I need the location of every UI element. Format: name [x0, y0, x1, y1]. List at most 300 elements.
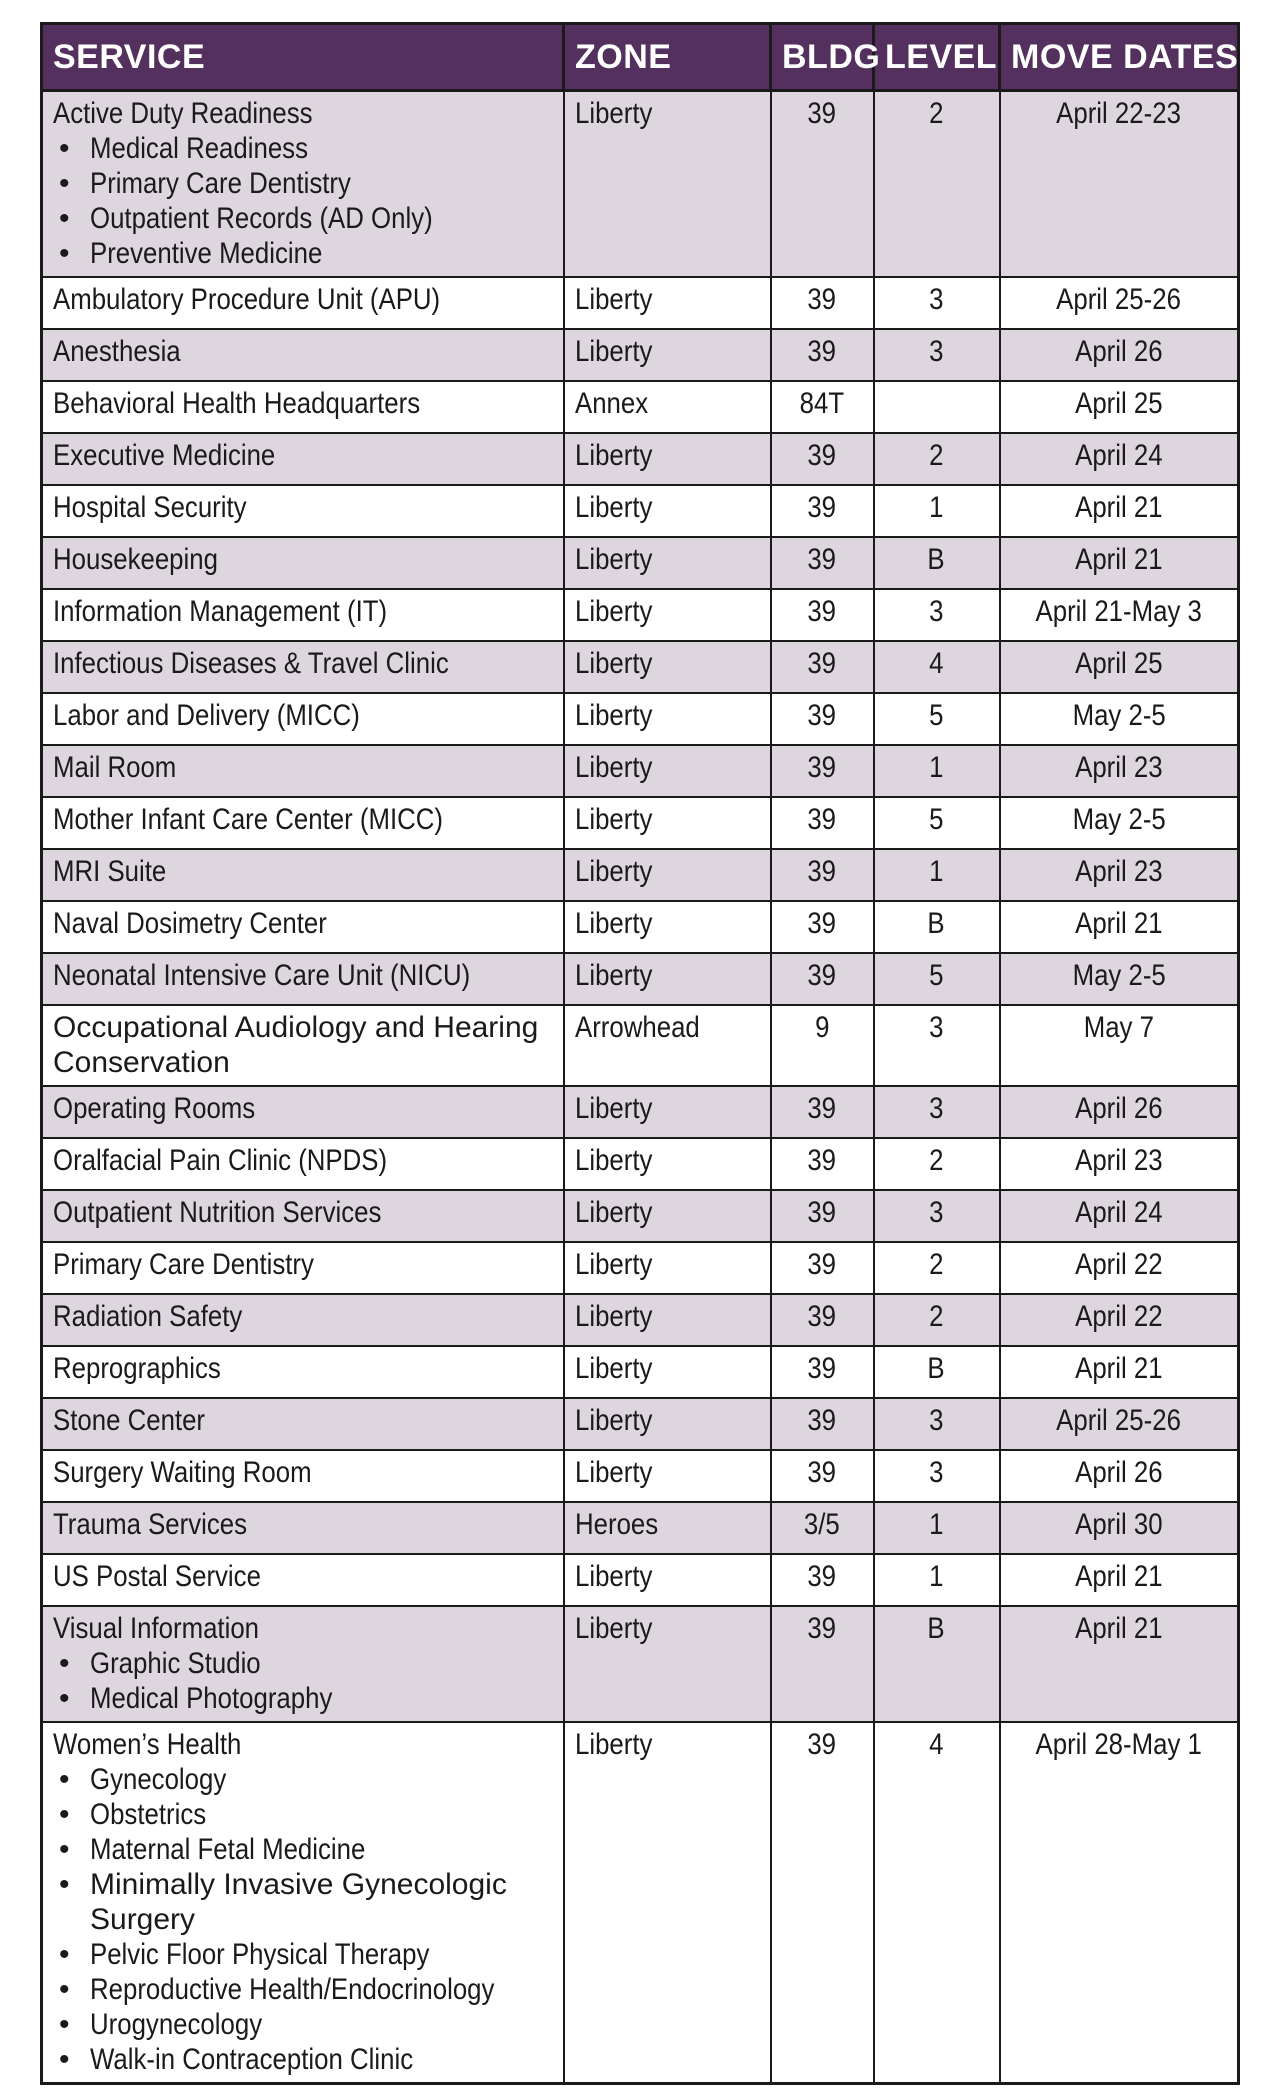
service-name-text: Radiation Safety	[53, 1300, 243, 1333]
move-dates-cell-text: May 7	[1083, 1011, 1154, 1044]
level-cell	[874, 1005, 1000, 1086]
move-dates-cell-text: April 23	[1075, 855, 1163, 888]
service-cell	[42, 91, 564, 278]
service-name-text: Trauma Services	[53, 1508, 248, 1541]
service-name	[53, 1559, 553, 1594]
table-row	[42, 589, 1239, 641]
table-row	[42, 849, 1239, 901]
sub-service-text: Gynecology	[90, 1763, 227, 1796]
service-cell	[42, 1242, 564, 1294]
move-dates-cell	[1000, 1005, 1239, 1086]
zone-cell-text: Liberty	[574, 1248, 652, 1281]
zone-cell-text: Liberty	[574, 283, 652, 316]
level-cell	[874, 693, 1000, 745]
bldg-cell-text: 84T	[799, 387, 845, 420]
bldg-cell	[771, 1294, 874, 1346]
service-cell	[42, 1606, 564, 1722]
table-header	[42, 24, 1239, 91]
move-dates-cell-text: May 2-5	[1072, 959, 1166, 992]
sub-service-item	[53, 1867, 553, 1937]
move-dates-cell	[1000, 1294, 1239, 1346]
level-cell-text: 3	[929, 1456, 944, 1489]
table-row	[42, 1450, 1239, 1502]
table-row	[42, 1005, 1239, 1086]
bldg-cell-text: 39	[807, 1560, 837, 1593]
level-cell	[874, 1242, 1000, 1294]
bldg-cell-text: 39	[807, 647, 837, 680]
table-row	[42, 91, 1239, 278]
header-service: SERVICE	[42, 24, 564, 91]
level-cell	[874, 381, 1000, 433]
service-name	[53, 334, 553, 369]
service-name	[53, 1299, 553, 1334]
zone-cell	[564, 693, 771, 745]
service-cell	[42, 277, 564, 329]
bldg-cell-text: 39	[807, 699, 837, 732]
level-cell-text: 4	[929, 647, 944, 680]
bldg-cell-text: 39	[807, 595, 837, 628]
sub-service-item	[53, 1646, 553, 1681]
level-cell	[874, 641, 1000, 693]
zone-cell	[564, 1450, 771, 1502]
bldg-cell	[771, 329, 874, 381]
bldg-cell	[771, 1502, 874, 1554]
service-name-text: Visual Information	[53, 1612, 260, 1645]
move-dates-cell-text: April 21	[1075, 907, 1163, 940]
bldg-cell-text: 3/5	[804, 1508, 840, 1541]
sub-service-item	[53, 1762, 553, 1797]
zone-cell-text: Liberty	[574, 803, 652, 836]
level-cell-text: 4	[929, 1728, 944, 1761]
move-dates-cell	[1000, 329, 1239, 381]
sub-service-item	[53, 131, 553, 166]
service-cell	[42, 1502, 564, 1554]
level-cell	[874, 1294, 1000, 1346]
move-dates-cell-text: May 2-5	[1072, 803, 1166, 836]
bldg-cell	[771, 433, 874, 485]
zone-cell-text: Liberty	[574, 1092, 652, 1125]
zone-cell	[564, 381, 771, 433]
move-schedule-table	[40, 22, 1240, 2085]
move-dates-cell	[1000, 381, 1239, 433]
sub-service-list	[53, 131, 553, 271]
zone-cell-text: Liberty	[574, 543, 652, 576]
service-name	[53, 1247, 553, 1282]
table-row	[42, 745, 1239, 797]
sub-service-item	[53, 2007, 553, 2042]
sub-service-text: Pelvic Floor Physical Therapy	[90, 1938, 430, 1971]
level-cell	[874, 91, 1000, 278]
move-dates-cell-text: April 21-May 3	[1035, 595, 1202, 628]
sub-service-list	[53, 1646, 553, 1716]
bldg-cell-text: 39	[807, 751, 837, 784]
sub-service-list	[53, 1762, 553, 2077]
sub-service-text: Walk-in Contraception Clinic	[90, 2043, 414, 2076]
zone-cell-text: Liberty	[574, 959, 652, 992]
level-cell-text: 5	[929, 699, 944, 732]
sub-service-text: Medical Readiness	[90, 132, 308, 165]
move-dates-cell-text: April 25	[1075, 387, 1163, 420]
zone-cell	[564, 901, 771, 953]
service-name	[53, 96, 553, 131]
table-body	[42, 91, 1239, 2084]
table-row	[42, 1086, 1239, 1138]
table-row	[42, 329, 1239, 381]
level-cell	[874, 901, 1000, 953]
level-cell	[874, 1606, 1000, 1722]
zone-cell	[564, 1346, 771, 1398]
bldg-cell	[771, 1242, 874, 1294]
zone-cell	[564, 1502, 771, 1554]
move-dates-cell-text: April 25-26	[1056, 283, 1182, 316]
bldg-cell	[771, 1138, 874, 1190]
sub-service-text: Reproductive Health/Endocrinology	[90, 1973, 495, 2006]
move-dates-cell-text: April 22	[1075, 1300, 1163, 1333]
sub-service-text: Graphic Studio	[90, 1647, 261, 1680]
sub-service-item	[53, 1832, 553, 1867]
zone-cell-text: Heroes	[574, 1508, 658, 1541]
service-name-text: Housekeeping	[53, 543, 218, 576]
move-schedule-table-container	[40, 22, 1237, 2085]
level-cell	[874, 1138, 1000, 1190]
service-name-text: US Postal Service	[53, 1560, 261, 1593]
move-dates-cell	[1000, 1242, 1239, 1294]
service-name	[53, 1727, 553, 1762]
sub-service-text: Outpatient Records (AD Only)	[90, 202, 433, 235]
move-dates-cell	[1000, 849, 1239, 901]
level-cell	[874, 953, 1000, 1005]
service-cell	[42, 1346, 564, 1398]
zone-cell	[564, 849, 771, 901]
service-name	[53, 1010, 553, 1080]
zone-cell	[564, 1190, 771, 1242]
move-dates-cell	[1000, 901, 1239, 953]
move-dates-cell-text: April 25-26	[1056, 1404, 1182, 1437]
header-zone: ZONE	[564, 24, 771, 91]
service-name-text: Anesthesia	[53, 335, 181, 368]
zone-cell	[564, 1005, 771, 1086]
bldg-cell-text: 39	[807, 1728, 837, 1761]
sub-service-item	[53, 1937, 553, 1972]
service-name-text: Hospital Security	[53, 491, 247, 524]
service-name	[53, 438, 553, 473]
zone-cell	[564, 1242, 771, 1294]
service-name	[53, 958, 553, 993]
bldg-cell-text: 39	[807, 1248, 837, 1281]
table-row	[42, 381, 1239, 433]
bldg-cell	[771, 1450, 874, 1502]
service-name	[53, 1351, 553, 1386]
bldg-cell-text: 39	[807, 439, 837, 472]
service-name	[53, 1143, 553, 1178]
zone-cell	[564, 1086, 771, 1138]
level-cell	[874, 1722, 1000, 2084]
move-dates-cell	[1000, 1606, 1239, 1722]
level-cell	[874, 589, 1000, 641]
service-cell	[42, 953, 564, 1005]
service-name-text: Executive Medicine	[53, 439, 276, 472]
bldg-cell-text: 39	[807, 1092, 837, 1125]
bldg-cell-text: 39	[807, 1300, 837, 1333]
zone-cell-text: Arrowhead	[574, 1011, 700, 1044]
service-name-text: Ambulatory Procedure Unit (APU)	[53, 283, 441, 316]
service-name	[53, 542, 553, 577]
zone-cell	[564, 1722, 771, 2084]
move-dates-cell	[1000, 745, 1239, 797]
move-dates-cell	[1000, 485, 1239, 537]
level-cell-text: 2	[929, 1248, 944, 1281]
service-cell	[42, 1005, 564, 1086]
service-name-text: Women’s Health	[53, 1728, 242, 1761]
zone-cell-text: Liberty	[574, 1196, 652, 1229]
zone-cell-text: Liberty	[574, 1404, 652, 1437]
move-dates-cell-text: May 2-5	[1072, 699, 1166, 732]
move-dates-cell	[1000, 433, 1239, 485]
service-cell	[42, 589, 564, 641]
level-cell-text: 2	[929, 97, 944, 130]
sub-service-item	[53, 1681, 553, 1716]
level-cell-text: 1	[929, 491, 944, 524]
zone-cell	[564, 329, 771, 381]
level-cell-text: 3	[929, 335, 944, 368]
move-dates-cell-text: April 23	[1075, 1144, 1163, 1177]
move-dates-cell-text: April 21	[1075, 1612, 1163, 1645]
service-name-text: MRI Suite	[53, 855, 167, 888]
bldg-cell-text: 39	[807, 97, 837, 130]
service-name-text: Mail Room	[53, 751, 177, 784]
sub-service-item	[53, 1972, 553, 2007]
bldg-cell-text: 39	[807, 491, 837, 524]
table-row	[42, 1294, 1239, 1346]
bldg-cell	[771, 1554, 874, 1606]
service-cell	[42, 329, 564, 381]
sub-service-text: Primary Care Dentistry	[90, 167, 351, 200]
header-row	[42, 24, 1239, 91]
level-cell-text: 3	[929, 283, 944, 316]
bldg-cell-text: 39	[807, 543, 837, 576]
table-row	[42, 485, 1239, 537]
table-row	[42, 537, 1239, 589]
level-cell	[874, 329, 1000, 381]
move-dates-cell	[1000, 91, 1239, 278]
table-row	[42, 1722, 1239, 2084]
zone-cell-text: Liberty	[574, 647, 652, 680]
level-cell	[874, 1346, 1000, 1398]
bldg-cell	[771, 1086, 874, 1138]
move-dates-cell-text: April 24	[1075, 1196, 1163, 1229]
move-dates-cell-text: April 21	[1075, 543, 1163, 576]
service-cell	[42, 537, 564, 589]
bldg-cell-text: 39	[807, 1196, 837, 1229]
service-name-text: Surgery Waiting Room	[53, 1456, 312, 1489]
service-cell	[42, 1398, 564, 1450]
service-cell	[42, 641, 564, 693]
table-row	[42, 641, 1239, 693]
sub-service-text: Preventive Medicine	[90, 237, 323, 270]
bldg-cell-text: 39	[807, 959, 837, 992]
zone-cell-text: Annex	[574, 387, 648, 420]
zone-cell-text: Liberty	[574, 907, 652, 940]
zone-cell	[564, 277, 771, 329]
sub-service-item	[53, 201, 553, 236]
bldg-cell	[771, 1346, 874, 1398]
service-name-text: Stone Center	[53, 1404, 206, 1437]
service-name-text: Labor and Delivery (MICC)	[53, 699, 360, 732]
level-cell	[874, 1502, 1000, 1554]
level-cell	[874, 537, 1000, 589]
zone-cell-text: Liberty	[574, 335, 652, 368]
service-cell	[42, 433, 564, 485]
service-cell	[42, 693, 564, 745]
level-cell	[874, 745, 1000, 797]
service-cell	[42, 1138, 564, 1190]
move-dates-cell	[1000, 1398, 1239, 1450]
service-cell	[42, 1294, 564, 1346]
service-name-text: Primary Care Dentistry	[53, 1248, 314, 1281]
bldg-cell-text: 39	[807, 1352, 837, 1385]
bldg-cell	[771, 1005, 874, 1086]
service-name-text: Naval Dosimetry Center	[53, 907, 327, 940]
move-dates-cell	[1000, 589, 1239, 641]
level-cell-text: B	[927, 1352, 946, 1385]
service-name-text: Infectious Diseases & Travel Clinic	[53, 647, 449, 680]
bldg-cell	[771, 381, 874, 433]
bldg-cell	[771, 91, 874, 278]
bldg-cell	[771, 589, 874, 641]
bldg-cell	[771, 641, 874, 693]
sub-service-item	[53, 166, 553, 201]
table-row	[42, 1242, 1239, 1294]
sub-service-text: Urogynecology	[90, 2008, 263, 2041]
level-cell	[874, 1086, 1000, 1138]
service-name-text: Neonatal Intensive Care Unit (NICU)	[53, 959, 471, 992]
zone-cell-text: Liberty	[574, 1728, 652, 1761]
move-dates-cell	[1000, 1346, 1239, 1398]
level-cell-text: 5	[929, 803, 944, 836]
table-row	[42, 901, 1239, 953]
service-name	[53, 1403, 553, 1438]
level-cell	[874, 1190, 1000, 1242]
level-cell-text: B	[927, 543, 946, 576]
move-dates-cell-text: April 22	[1075, 1248, 1163, 1281]
move-dates-cell	[1000, 1086, 1239, 1138]
move-dates-cell-text: April 28-May 1	[1035, 1728, 1202, 1761]
service-name	[53, 490, 553, 525]
zone-cell-text: Liberty	[574, 1144, 652, 1177]
move-dates-cell-text: April 30	[1075, 1508, 1163, 1541]
service-name	[53, 802, 553, 837]
service-cell	[42, 1554, 564, 1606]
zone-cell-text: Liberty	[574, 1612, 652, 1645]
service-name	[53, 1507, 553, 1542]
sub-service-item	[53, 1797, 553, 1832]
table-row	[42, 693, 1239, 745]
move-dates-cell	[1000, 1502, 1239, 1554]
move-dates-cell	[1000, 953, 1239, 1005]
service-name	[53, 1195, 553, 1230]
zone-cell	[564, 537, 771, 589]
zone-cell-text: Liberty	[574, 1456, 652, 1489]
zone-cell-text: Liberty	[574, 1300, 652, 1333]
service-name-text: Oralfacial Pain Clinic (NPDS)	[53, 1144, 388, 1177]
service-name	[53, 750, 553, 785]
level-cell	[874, 277, 1000, 329]
bldg-cell-text: 39	[807, 283, 837, 316]
service-cell	[42, 1722, 564, 2084]
header-move-dates: MOVE DATES	[1000, 24, 1239, 91]
zone-cell-text: Liberty	[574, 751, 652, 784]
move-dates-cell-text: April 26	[1075, 1456, 1163, 1489]
service-name-text: Information Management (IT)	[53, 595, 388, 628]
level-cell-text: 1	[929, 1560, 944, 1593]
service-cell	[42, 901, 564, 953]
service-name	[53, 854, 553, 889]
table-row	[42, 1346, 1239, 1398]
level-cell-text: 3	[929, 1011, 944, 1044]
bldg-cell	[771, 745, 874, 797]
zone-cell	[564, 953, 771, 1005]
zone-cell-text: Liberty	[574, 491, 652, 524]
level-cell-text: 1	[929, 855, 944, 888]
move-dates-cell	[1000, 1554, 1239, 1606]
move-dates-cell-text: April 26	[1075, 1092, 1163, 1125]
level-cell	[874, 849, 1000, 901]
service-name	[53, 1091, 553, 1126]
move-dates-cell	[1000, 1450, 1239, 1502]
service-name	[53, 698, 553, 733]
table-row	[42, 1502, 1239, 1554]
table-row	[42, 1190, 1239, 1242]
zone-cell	[564, 797, 771, 849]
level-cell-text: B	[927, 907, 946, 940]
zone-cell	[564, 485, 771, 537]
bldg-cell	[771, 693, 874, 745]
zone-cell	[564, 745, 771, 797]
level-cell-text: 3	[929, 1196, 944, 1229]
service-name-text: Occupational Audiology and Hearing Conservation	[53, 1011, 539, 1079]
service-name	[53, 646, 553, 681]
zone-cell	[564, 1606, 771, 1722]
move-dates-cell-text: April 21	[1075, 1560, 1163, 1593]
level-cell-text: 5	[929, 959, 944, 992]
zone-cell-text: Liberty	[574, 1560, 652, 1593]
level-cell	[874, 485, 1000, 537]
bldg-cell	[771, 1190, 874, 1242]
bldg-cell	[771, 277, 874, 329]
service-name-text: Operating Rooms	[53, 1092, 256, 1125]
table-row	[42, 277, 1239, 329]
service-name	[53, 282, 553, 317]
header-level: LEVEL	[874, 24, 1000, 91]
bldg-cell	[771, 849, 874, 901]
move-dates-cell	[1000, 277, 1239, 329]
bldg-cell	[771, 797, 874, 849]
bldg-cell-text: 39	[807, 855, 837, 888]
move-dates-cell-text: April 21	[1075, 491, 1163, 524]
bldg-cell-text: 39	[807, 803, 837, 836]
service-name-text: Active Duty Readiness	[53, 97, 313, 130]
move-dates-cell-text: April 25	[1075, 647, 1163, 680]
sub-service-text: Maternal Fetal Medicine	[90, 1833, 366, 1866]
bldg-cell	[771, 1606, 874, 1722]
zone-cell	[564, 433, 771, 485]
table-row	[42, 797, 1239, 849]
bldg-cell	[771, 1398, 874, 1450]
service-name-text: Outpatient Nutrition Services	[53, 1196, 382, 1229]
move-dates-cell	[1000, 537, 1239, 589]
move-dates-cell	[1000, 797, 1239, 849]
service-cell	[42, 797, 564, 849]
